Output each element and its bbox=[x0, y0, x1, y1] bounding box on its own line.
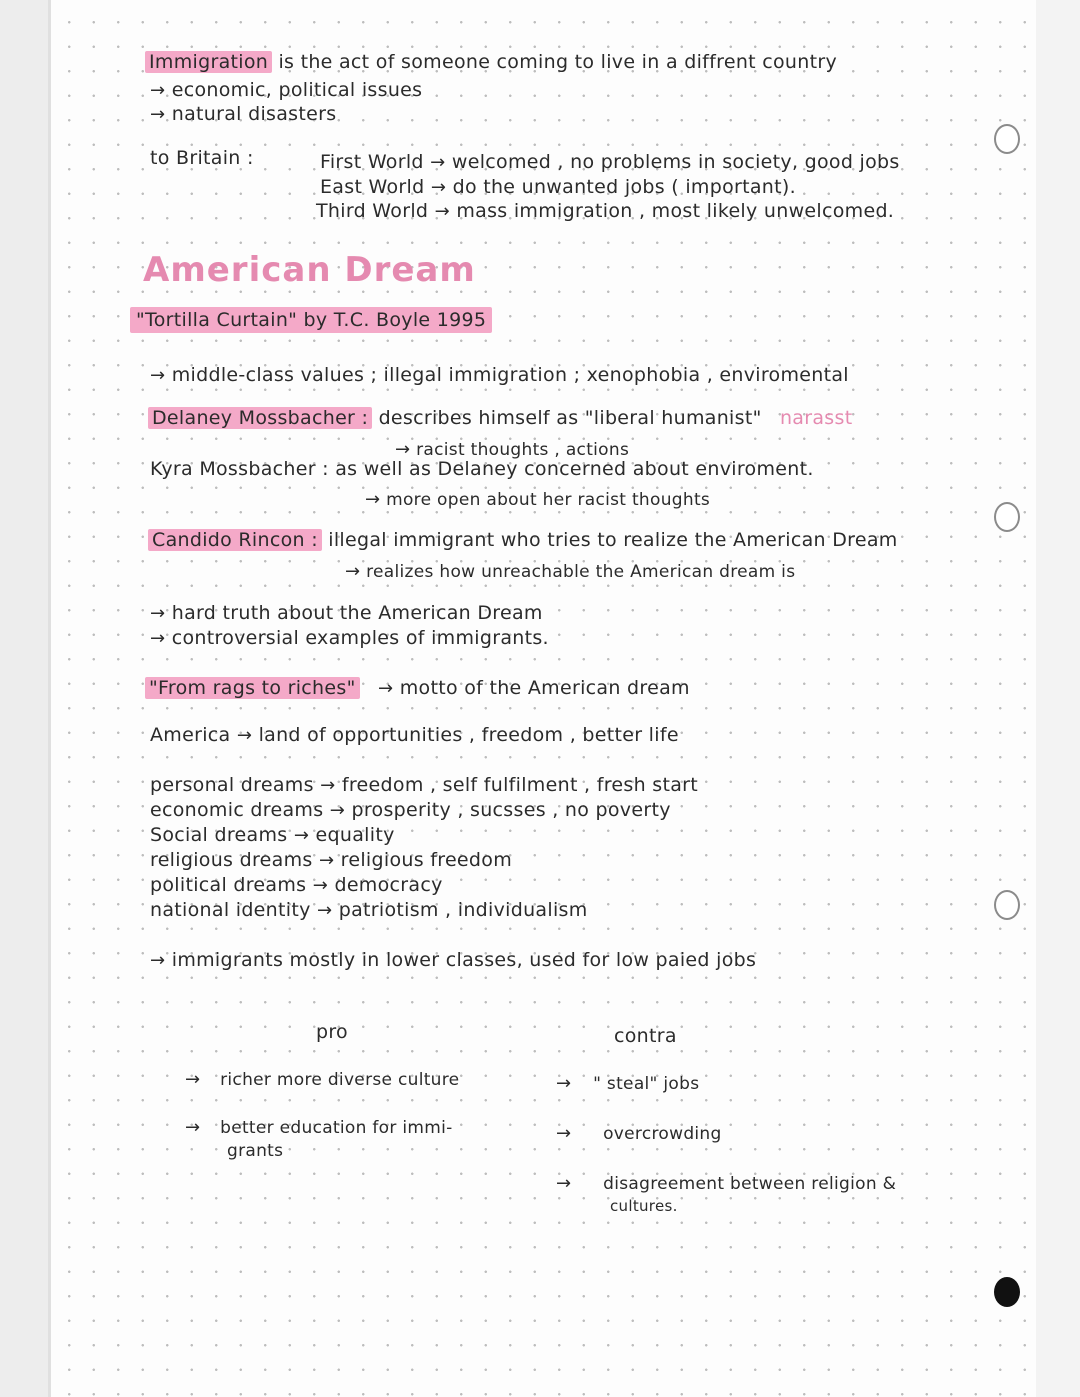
pro-item: → richer more diverse culture bbox=[185, 1069, 460, 1090]
note-item: → controversial examples of immigrants. bbox=[150, 627, 549, 649]
note-item: → hard truth about the American Dream bbox=[150, 602, 543, 624]
dream-type: national identity bbox=[150, 899, 311, 921]
world-row bbox=[316, 201, 894, 222]
dream-desc: democracy bbox=[334, 874, 443, 896]
contra-heading: contra bbox=[614, 1025, 677, 1047]
immigrants-note: → immigrants mostly in lower classes, used for low paied jobs bbox=[150, 949, 757, 971]
arrow-icon: → bbox=[236, 725, 253, 746]
character-candido bbox=[148, 530, 898, 551]
arrow-icon: → bbox=[395, 439, 411, 460]
punch-hole-dark bbox=[994, 1277, 1020, 1307]
cause-item: → natural disasters bbox=[150, 103, 337, 125]
dream-type: personal dreams bbox=[150, 774, 314, 796]
arrow-icon: → bbox=[430, 177, 447, 198]
page-left-edge bbox=[0, 0, 48, 1397]
dream-type: political dreams bbox=[150, 874, 307, 896]
dream-type: religious dreams bbox=[150, 849, 313, 871]
arrow-icon: → bbox=[365, 489, 381, 510]
arrow-icon: → bbox=[377, 678, 394, 699]
arrow-icon: → bbox=[185, 1069, 201, 1090]
character-sub: → racist thoughts , actions bbox=[395, 439, 630, 460]
page-right-edge bbox=[1036, 0, 1080, 1397]
character-delaney bbox=[148, 408, 852, 429]
dream-desc: prosperity , sucsses , no poverty bbox=[351, 799, 671, 821]
motto-desc: motto of the American dream bbox=[399, 677, 690, 699]
section-title: American Dream bbox=[143, 250, 476, 290]
arrow-icon: → bbox=[312, 875, 329, 896]
dream-row bbox=[150, 900, 588, 921]
arrow-icon: → bbox=[293, 825, 310, 846]
world-desc: do the unwanted jobs ( important). bbox=[452, 176, 796, 198]
character-desc: as well as Delaney concerned about enviroment. bbox=[335, 458, 814, 480]
arrow-icon: → bbox=[150, 104, 166, 125]
arrow-icon: → bbox=[318, 850, 335, 871]
world-row bbox=[320, 152, 900, 173]
character-desc: illegal immigrant who tries to realize the American Dream bbox=[328, 529, 898, 551]
america-line: America → land of opportunities , freedom , better life bbox=[150, 724, 679, 746]
arrow-icon: → bbox=[150, 80, 166, 101]
arrow-icon: → bbox=[150, 628, 166, 649]
punch-hole bbox=[994, 124, 1020, 154]
dream-type: economic dreams bbox=[150, 799, 324, 821]
dream-desc: religious freedom bbox=[340, 849, 513, 871]
world-name: East World bbox=[320, 176, 425, 198]
world-row bbox=[320, 177, 796, 198]
contra-item: → overcrowding bbox=[556, 1123, 722, 1144]
arrow-icon: → bbox=[345, 561, 361, 582]
book-title: "Tortilla Curtain" by T.C. Boyle 1995 bbox=[130, 310, 492, 331]
character-kyra bbox=[150, 459, 814, 480]
pro-heading: pro bbox=[316, 1021, 348, 1043]
character-name: Candido Rincon : bbox=[148, 529, 322, 551]
pro-item-cont: grants bbox=[227, 1141, 284, 1161]
arrow-icon: → bbox=[316, 900, 333, 921]
immigration-line bbox=[145, 52, 837, 73]
dream-row bbox=[150, 850, 512, 871]
cause-item: → economic, political issues bbox=[150, 79, 423, 101]
arrow-icon: → bbox=[150, 603, 166, 624]
dream-desc: equality bbox=[315, 824, 395, 846]
arrow-icon: → bbox=[556, 1173, 572, 1194]
arrow-icon: → bbox=[150, 950, 166, 971]
world-desc: mass immigration , most likely unwelcomed. bbox=[456, 200, 895, 222]
character-sub: → more open about her racist thoughts bbox=[365, 489, 711, 510]
dream-row bbox=[150, 775, 698, 796]
world-desc: welcomed , no problems in society, good jobs bbox=[451, 151, 900, 173]
immigration-term: Immigration bbox=[145, 51, 272, 73]
punch-hole bbox=[994, 890, 1020, 920]
motto-phrase: "From rags to riches" bbox=[145, 677, 360, 699]
immigration-definition: is the act of someone coming to live in a diffrent country bbox=[278, 51, 838, 73]
contra-item: → disagreement between religion & bbox=[556, 1173, 897, 1194]
punch-hole bbox=[994, 502, 1020, 532]
pro-item: → better education for immi- bbox=[185, 1117, 453, 1138]
page-margin-line bbox=[48, 0, 51, 1397]
arrow-icon: → bbox=[329, 800, 346, 821]
arrow-icon: → bbox=[556, 1073, 572, 1094]
world-name: Third World bbox=[316, 200, 429, 222]
dream-type: Social dreams bbox=[150, 824, 288, 846]
character-desc: describes himself as "liberal humanist" bbox=[378, 407, 762, 429]
dream-desc: freedom , self fulfilment , fresh start bbox=[341, 774, 699, 796]
character-name: Delaney Mossbacher : bbox=[148, 407, 372, 429]
arrow-icon: → bbox=[430, 152, 446, 173]
dream-row bbox=[150, 825, 395, 846]
dream-row bbox=[150, 875, 443, 896]
arrow-icon: → bbox=[150, 365, 166, 386]
arrow-icon: → bbox=[434, 201, 450, 222]
world-name: First World bbox=[320, 151, 424, 173]
britain-label: to Britain : bbox=[150, 147, 254, 169]
dream-desc: patriotism , individualism bbox=[338, 899, 588, 921]
contra-item-cont: cultures. bbox=[610, 1197, 678, 1215]
character-sub: → realizes how unreachable the American dream is bbox=[345, 561, 796, 582]
contra-item: → " steal" jobs bbox=[556, 1073, 700, 1094]
arrow-icon: → bbox=[556, 1123, 572, 1144]
character-name: Kyra Mossbacher : bbox=[150, 458, 329, 480]
pink-note: narasst bbox=[779, 407, 853, 429]
motto-line bbox=[145, 678, 690, 699]
arrow-icon: → bbox=[185, 1117, 201, 1138]
arrow-icon: → bbox=[320, 775, 336, 796]
book-themes: → middle-class values ; illegal immigration ; xenophobia , enviromental bbox=[150, 364, 849, 386]
dream-row bbox=[150, 800, 671, 821]
